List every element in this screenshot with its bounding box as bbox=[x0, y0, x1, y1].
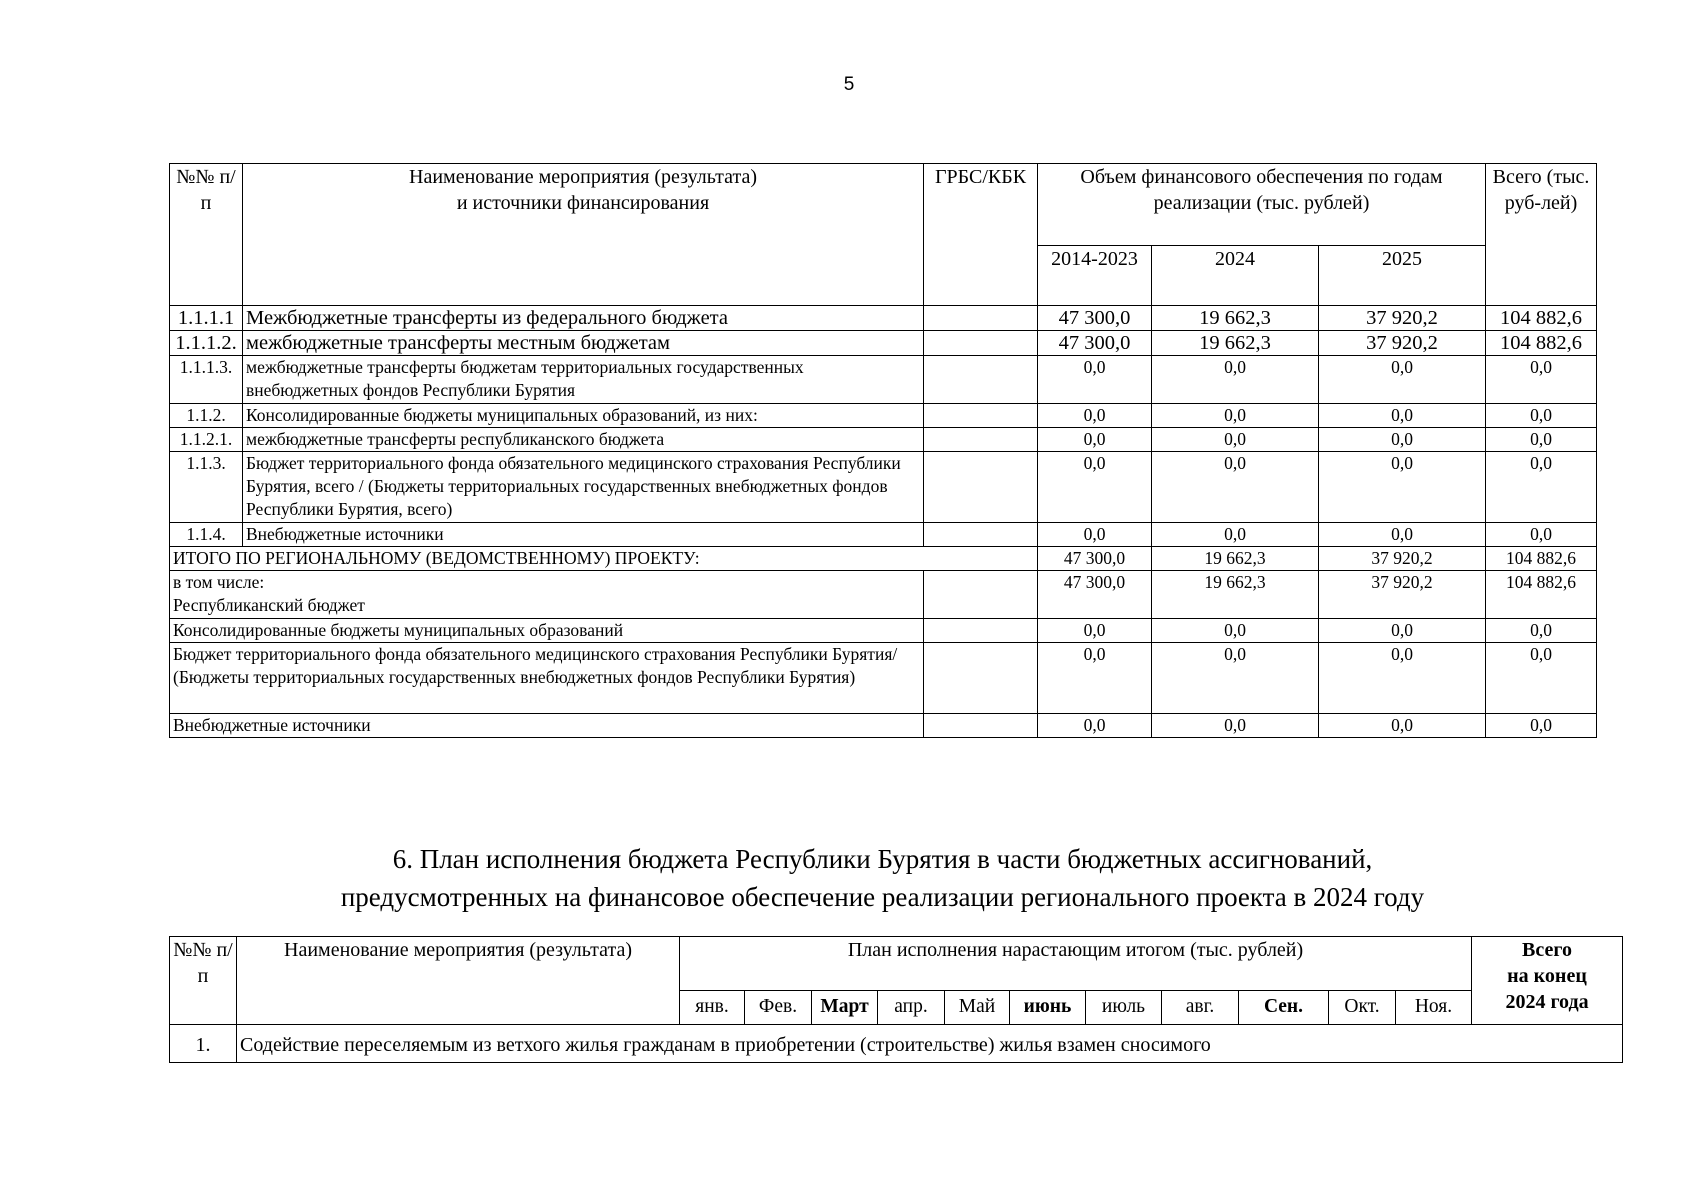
table-row bbox=[170, 452, 1597, 523]
header-total-line3: 2024 года bbox=[1505, 991, 1589, 1013]
row-name: межбюджетные трансферты местным бюджетам bbox=[243, 331, 924, 356]
summary-grbs bbox=[924, 714, 1038, 738]
table-row bbox=[170, 523, 1597, 547]
row-grbs bbox=[924, 356, 1038, 404]
month-nov: Ноя. bbox=[1396, 991, 1472, 1025]
summary-value-2024: 0,0 bbox=[1152, 619, 1319, 643]
row-num: 1. bbox=[170, 1025, 237, 1063]
summary-value-2014-2023: 0,0 bbox=[1038, 643, 1152, 714]
summary-value-2014-2023: 47 300,0 bbox=[1038, 547, 1152, 571]
summary-value-2025: 0,0 bbox=[1319, 643, 1486, 714]
row-name: межбюджетные трансферты республиканского бюджета bbox=[243, 428, 924, 452]
header-total-line2: на конец bbox=[1507, 965, 1587, 987]
row-value-2025: 0,0 bbox=[1319, 404, 1486, 428]
row-total: 0,0 bbox=[1486, 428, 1597, 452]
header-total: Всего (тыс. руб-лей) bbox=[1486, 164, 1597, 306]
month-oct: Окт. bbox=[1329, 991, 1396, 1025]
month-jul: июль bbox=[1086, 991, 1162, 1025]
summary-total: 0,0 bbox=[1486, 643, 1597, 714]
summary-value-2024: 19 662,3 bbox=[1152, 571, 1319, 619]
row-total: 104 882,6 bbox=[1486, 331, 1597, 356]
row-value-2024: 0,0 bbox=[1152, 523, 1319, 547]
table-row bbox=[170, 1025, 1623, 1063]
summary-value-2024: 19 662,3 bbox=[1152, 547, 1319, 571]
header-total bbox=[1472, 937, 1623, 1025]
header-volume: Объем финансового обеспечения по годам реализации (тыс. рублей) bbox=[1038, 164, 1486, 246]
row-value-2014-2023: 47 300,0 bbox=[1038, 306, 1152, 331]
row-name: Бюджет территориального фонда обязательного медицинского страхования Республики Бурятия, всего / (Бюджеты территориальных государственных внебюджетных фондов Республики Бурятия, всего) bbox=[243, 452, 924, 523]
summary-name bbox=[170, 571, 924, 619]
header-name bbox=[243, 164, 924, 306]
header-total-line1: Всего bbox=[1522, 939, 1572, 961]
summary-row bbox=[170, 714, 1597, 738]
row-value-2024: 19 662,3 bbox=[1152, 331, 1319, 356]
summary-value-2014-2023: 47 300,0 bbox=[1038, 571, 1152, 619]
summary-value-2024: 0,0 bbox=[1152, 714, 1319, 738]
summary-name-line2: Республиканский бюджет bbox=[173, 595, 365, 615]
row-value-2014-2023: 0,0 bbox=[1038, 356, 1152, 404]
month-jan: янв. bbox=[680, 991, 745, 1025]
table-row bbox=[170, 404, 1597, 428]
summary-name-line1: в том числе: bbox=[173, 572, 265, 592]
row-code: 1.1.3. bbox=[170, 452, 243, 523]
summary-row bbox=[170, 571, 1597, 619]
month-aug: авг. bbox=[1162, 991, 1239, 1025]
summary-value-2025: 37 920,2 bbox=[1319, 547, 1486, 571]
row-total: 104 882,6 bbox=[1486, 306, 1597, 331]
summary-row bbox=[170, 619, 1597, 643]
month-sep: Сен. bbox=[1239, 991, 1329, 1025]
header-year-2024: 2024 bbox=[1152, 246, 1319, 306]
row-value-2024: 0,0 bbox=[1152, 428, 1319, 452]
financing-table bbox=[169, 163, 1597, 738]
row-name: Внебюджетные источники bbox=[243, 523, 924, 547]
budget-plan-table bbox=[169, 936, 1623, 1063]
row-code: 1.1.2.1. bbox=[170, 428, 243, 452]
summary-value-2024: 0,0 bbox=[1152, 643, 1319, 714]
month-jun: июнь bbox=[1010, 991, 1086, 1025]
row-code: 1.1.1.2. bbox=[170, 331, 243, 356]
summary-name: Бюджет территориального фонда обязательного медицинского страхования Республики Бурятия/ (Бюджеты территориальных государственных внебюджетных фондов Республики Бурятия) bbox=[170, 643, 924, 714]
row-code: 1.1.4. bbox=[170, 523, 243, 547]
row-grbs bbox=[924, 331, 1038, 356]
month-feb: Фев. bbox=[745, 991, 812, 1025]
header-name: Наименование мероприятия (результата) bbox=[237, 937, 680, 1025]
summary-grbs bbox=[924, 571, 1038, 619]
header-name-line2: и источники финансирования bbox=[456, 192, 710, 214]
row-value-2014-2023: 0,0 bbox=[1038, 428, 1152, 452]
row-value-2025: 0,0 bbox=[1319, 356, 1486, 404]
summary-total: 0,0 bbox=[1486, 714, 1597, 738]
row-value-2024: 19 662,3 bbox=[1152, 306, 1319, 331]
row-value-2025: 37 920,2 bbox=[1319, 331, 1486, 356]
month-apr: апр. bbox=[878, 991, 945, 1025]
summary-value-2025: 0,0 bbox=[1319, 714, 1486, 738]
row-total: 0,0 bbox=[1486, 404, 1597, 428]
row-grbs bbox=[924, 404, 1038, 428]
row-value-2025: 0,0 bbox=[1319, 452, 1486, 523]
row-total: 0,0 bbox=[1486, 452, 1597, 523]
summary-grbs bbox=[924, 619, 1038, 643]
row-name: Содействие переселяемым из ветхого жилья гражданам в приобретении (строительстве) жилья взамен сносимого bbox=[237, 1025, 1623, 1063]
row-value-2024: 0,0 bbox=[1152, 452, 1319, 523]
row-total: 0,0 bbox=[1486, 523, 1597, 547]
summary-value-2025: 0,0 bbox=[1319, 619, 1486, 643]
row-grbs bbox=[924, 452, 1038, 523]
row-name: Межбюджетные трансферты из федерального бюджета bbox=[243, 306, 924, 331]
row-code: 1.1.1.1 bbox=[170, 306, 243, 331]
row-value-2014-2023: 0,0 bbox=[1038, 452, 1152, 523]
summary-name: ИТОГО ПО РЕГИОНАЛЬНОМУ (ВЕДОМСТВЕННОМУ) ПРОЕКТУ: bbox=[170, 547, 1038, 571]
row-value-2024: 0,0 bbox=[1152, 404, 1319, 428]
row-name: Консолидированные бюджеты муниципальных образований, из них: bbox=[243, 404, 924, 428]
summary-name: Внебюджетные источники bbox=[170, 714, 924, 738]
table-row bbox=[170, 331, 1597, 356]
section-6-title bbox=[169, 840, 1596, 916]
row-value-2014-2023: 47 300,0 bbox=[1038, 331, 1152, 356]
summary-grbs bbox=[924, 643, 1038, 714]
row-value-2014-2023: 0,0 bbox=[1038, 523, 1152, 547]
summary-row bbox=[170, 643, 1597, 714]
row-code: 1.1.1.3. bbox=[170, 356, 243, 404]
table-row bbox=[170, 356, 1597, 404]
page-number: 5 bbox=[843, 74, 855, 95]
row-code: 1.1.2. bbox=[170, 404, 243, 428]
row-value-2025: 37 920,2 bbox=[1319, 306, 1486, 331]
row-name: межбюджетные трансферты бюджетам территориальных государственных внебюджетных фондов Республики Бурятия bbox=[243, 356, 924, 404]
month-mar: Март bbox=[812, 991, 878, 1025]
header-grbs: ГРБС/КБК bbox=[924, 164, 1038, 306]
row-value-2025: 0,0 bbox=[1319, 428, 1486, 452]
summary-row bbox=[170, 547, 1597, 571]
row-total: 0,0 bbox=[1486, 356, 1597, 404]
row-value-2024: 0,0 bbox=[1152, 356, 1319, 404]
summary-total: 0,0 bbox=[1486, 619, 1597, 643]
header-year-2025: 2025 bbox=[1319, 246, 1486, 306]
row-grbs bbox=[924, 428, 1038, 452]
summary-value-2025: 37 920,2 bbox=[1319, 571, 1486, 619]
summary-total: 104 882,6 bbox=[1486, 547, 1597, 571]
table-row bbox=[170, 306, 1597, 331]
header-num: №№ п/п bbox=[170, 164, 243, 306]
summary-value-2014-2023: 0,0 bbox=[1038, 714, 1152, 738]
section-6-title-line2: предусмотренных на финансовое обеспечение реализации регионального проекта в 2024 году bbox=[340, 882, 1425, 912]
row-value-2014-2023: 0,0 bbox=[1038, 404, 1152, 428]
header-year-2014-2023: 2014-2023 bbox=[1038, 246, 1152, 306]
row-value-2025: 0,0 bbox=[1319, 523, 1486, 547]
summary-value-2014-2023: 0,0 bbox=[1038, 619, 1152, 643]
summary-total: 104 882,6 bbox=[1486, 571, 1597, 619]
row-grbs bbox=[924, 306, 1038, 331]
table-row bbox=[170, 428, 1597, 452]
summary-name: Консолидированные бюджеты муниципальных образований bbox=[170, 619, 924, 643]
row-grbs bbox=[924, 523, 1038, 547]
month-may: Май bbox=[945, 991, 1010, 1025]
header-name-line1: Наименование мероприятия (результата) bbox=[409, 166, 757, 188]
header-plan: План исполнения нарастающим итогом (тыс. рублей) bbox=[680, 937, 1472, 991]
header-num: №№ п/п bbox=[170, 937, 237, 1025]
section-6-title-line1: 6. План исполнения бюджета Республики Бурятия в части бюджетных ассигнований, bbox=[392, 844, 1373, 874]
